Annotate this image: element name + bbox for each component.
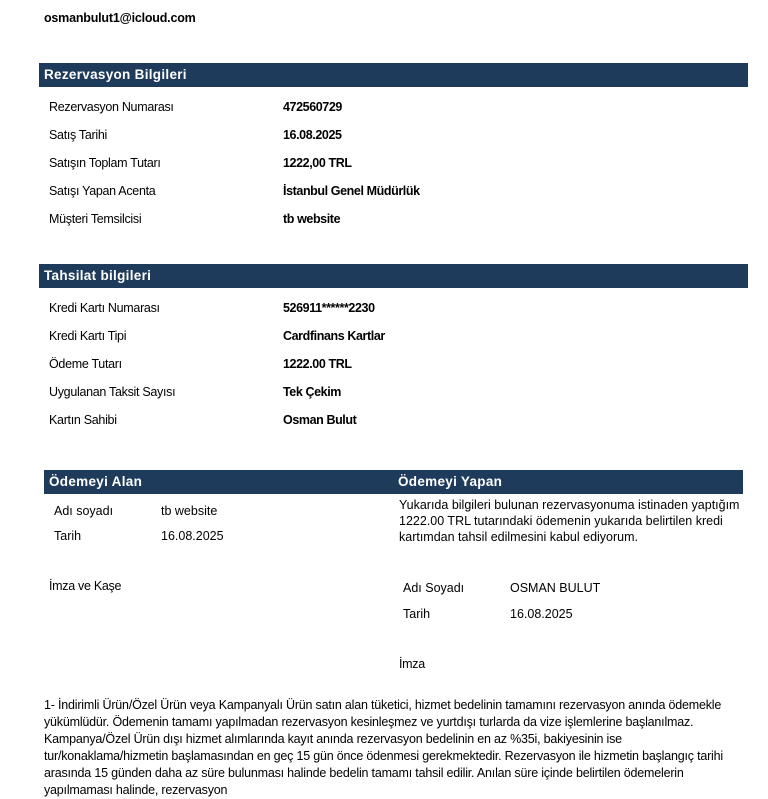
payer-statement: Yukarıda bilgileri bulunan rezervasyonuma istinaden yaptığım 1222.00 TRL tutarındaki ödemenin yukarıda belirtilen kredi kartımdan tahsil edilmesini kabul ediyorum.: [399, 498, 740, 544]
row-label: Satışı Yapan Acenta: [49, 184, 156, 198]
row-value: Cardfinans Kartlar: [283, 329, 385, 343]
row-value: tb website: [283, 212, 341, 226]
row-value: 472560729: [283, 100, 342, 114]
receiver-name-value: tb website: [161, 504, 218, 518]
payer-name-value: OSMAN BULUT: [510, 581, 601, 595]
receiver-signature-label: İmza ve Kaşe: [49, 579, 122, 593]
row-label: Kredi Kartı Tipi: [49, 329, 127, 343]
row-value: 1222,00 TRL: [283, 156, 352, 170]
payer-section-header: Ödemeyi Yapan: [393, 470, 743, 494]
payment-row-amount: [49, 354, 739, 374]
reservation-row-agency: [49, 181, 739, 201]
row-label: Müşteri Temsilcisi: [49, 212, 142, 226]
payment-row-installments: [49, 382, 739, 402]
reservation-row-total: [49, 153, 739, 173]
receiver-name-label: Adı soyadı: [54, 504, 114, 518]
terms-paragraph: 1- İndirimli Ürün/Özel Ürün veya Kampanyalı Ürün satın alan tüketici, hizmet bedelinin tamamını rezervasyon anında ödemekle yükümlüdür. Ödemenin tamamı yapılmadan rezervasyon kesinleşmez ve yurtdışı turlarda da vize işlemlerine başlanılmaz. Kampanya/Özel Ürün dışı hizmet alımlarında kayıt anında rezervasyon bedelinin en az %35i, bakiyesinin ise tur/konaklama/hizmetin başlamasından en geç 15 gün önce ödenmesi gerekmektedir. Rezervasyon ile hizmetin başlangıç tarihi arasında 15 günden daha az süre bulunması halinde bedelin tamamı tahsil edilir. Anılan süre içinde belirtilen ödemelerin yapılmaması halinde, rezervasyon: [44, 698, 723, 797]
reservation-row-number: [49, 97, 739, 117]
row-label: Ödeme Tutarı: [49, 357, 122, 371]
row-label: Uygulanan Taksit Sayısı: [49, 385, 176, 399]
row-value: 1222.00 TRL: [283, 357, 352, 371]
payer-date-label: Tarih: [403, 607, 431, 621]
row-label: Satışın Toplam Tutarı: [49, 156, 161, 170]
customer-email: osmanbulut1@icloud.com: [44, 11, 196, 25]
payment-row-card-number: [49, 298, 739, 318]
payer-name-row: [403, 578, 733, 598]
row-value: 16.08.2025: [283, 128, 342, 142]
payer-date-value: 16.08.2025: [510, 607, 573, 621]
row-label: Kartın Sahibi: [49, 413, 117, 427]
row-value: Tek Çekim: [283, 385, 342, 399]
reservation-section-header: Rezervasyon Bilgileri: [39, 63, 748, 87]
receiver-date-value: 16.08.2025: [161, 529, 224, 543]
payer-name-label: Adı Soyadı: [403, 581, 465, 595]
receiver-section-header: Ödemeyi Alan: [44, 470, 393, 494]
payment-row-card-holder: [49, 410, 739, 430]
payment-section-header: Tahsilat bilgileri: [39, 264, 748, 288]
payer-signature-label: İmza: [399, 657, 425, 671]
row-label: Rezervasyon Numarası: [49, 100, 174, 114]
row-value: Osman Bulut: [283, 413, 357, 427]
row-value: İstanbul Genel Müdürlük: [283, 184, 420, 198]
receiver-date-row: [54, 526, 384, 546]
row-label: Kredi Kartı Numarası: [49, 301, 160, 315]
receiver-name-row: [54, 501, 384, 521]
row-label: Satış Tarihi: [49, 128, 108, 142]
payer-date-row: [403, 604, 733, 624]
payment-row-card-type: [49, 326, 739, 346]
reservation-row-representative: [49, 209, 739, 229]
reservation-row-sale-date: [49, 125, 739, 145]
row-value: 526911******2230: [283, 301, 375, 315]
receiver-date-label: Tarih: [54, 529, 82, 543]
